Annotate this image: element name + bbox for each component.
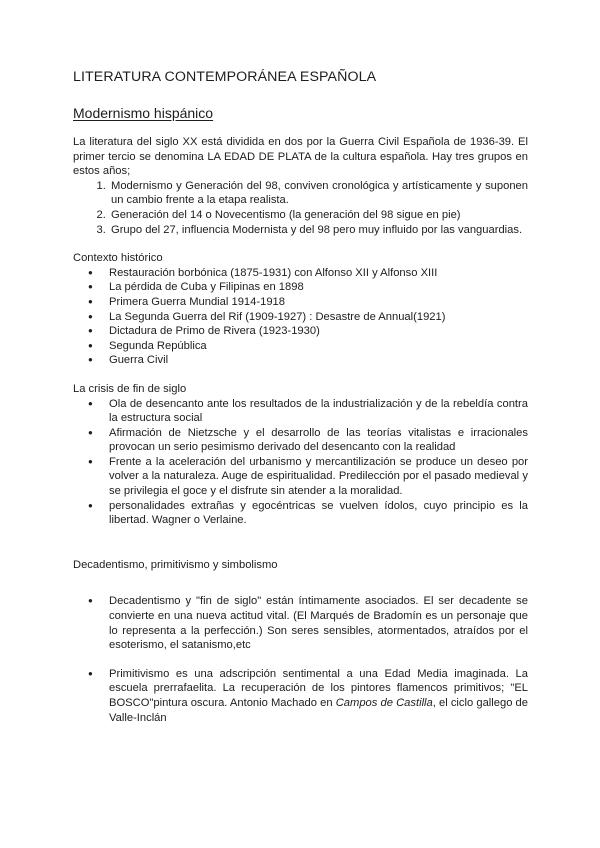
section-title: Modernismo hispánico — [73, 105, 214, 121]
primitivism-text-end: , el ciclo gallego de Valle-Inclán — [109, 697, 528, 724]
list-item: 3. Grupo del 27, influencia Modernista y del 98 pero muy influido por las vanguardias. — [109, 223, 528, 238]
list-item: ● Ola de desencanto ante los resultados de la industrialización y de la rebeldía contra la estructura social — [109, 397, 528, 426]
book-title: Campos de Castilla — [335, 697, 433, 709]
list-item: ● Primera Guerra Mundial 1914-1918 — [109, 295, 528, 310]
crisis-list — [73, 397, 528, 528]
context-heading: Contexto histórico — [73, 252, 163, 265]
crisis-heading: La crisis de fin de siglo — [73, 382, 187, 395]
list-item: ● La Segunda Guerra del Rif (1909-1927) : Desastre de Annual(1921) — [109, 310, 528, 325]
decadentism-heading: Decadentismo, primitivismo y simbolismo — [73, 558, 278, 571]
primitivism-text: Primitivismo es una adscripción sentimental a una Edad Media imaginada. La escuela prerrafaelita. La recuperación de los pintores flamencos primitivos; "EL BOSCO"pintura oscura. Antonio Machado en — [109, 667, 528, 709]
list-item: ● personalidades extrañas y egocéntricas se vuelven ídolos, cuyo principio es la libertad. Wagner o Verlaine. — [109, 499, 528, 528]
list-item: ● Guerra Civil — [109, 353, 528, 368]
list-item: ● La pérdida de Cuba y Filipinas en 1898 — [109, 280, 528, 295]
list-item: ● Restauración borbónica (1875-1931) con Alfonso XII y Alfonso XIII — [109, 266, 528, 281]
list-item: ● Dictadura de Primo de Rivera (1923-1930) — [109, 324, 528, 339]
decadentism-list — [73, 594, 528, 725]
list-item: ● Segunda República — [109, 339, 528, 354]
document-title: LITERATURA CONTEMPORÁNEA ESPAÑOLA — [73, 69, 377, 85]
list-item — [109, 667, 528, 725]
list-item: 1. Modernismo y Generación del 98, conviven cronológica y artísticamente y suponen un cambio frente a la etapa realista. — [109, 179, 528, 208]
groups-list — [73, 179, 528, 237]
intro-paragraph: La literatura del siglo XX está dividida en dos por la Guerra Civil Española de 1936-39. El primer tercio se denomina LA EDAD DE PLATA de la cultura española. Hay tres grupos en estos años; — [73, 136, 528, 178]
list-item: 2. Generación del 14 o Novecentismo (la generación del 98 sigue en pie) — [109, 208, 528, 223]
context-list — [73, 266, 528, 368]
list-item: ● Afirmación de Nietzsche y el desarrollo de las teorías vitalistas e irracionales provocan un serio pesimismo derivado del desencanto con la realidad — [109, 426, 528, 455]
list-item: ● Frente a la aceleración del urbanismo y mercantilización se produce un deseo por volver a la naturaleza. Auge de espiritualidad. Predilección por el pasado medieval y se privilegia el goce y el disfrute sin atender a la moralidad. — [109, 455, 528, 499]
list-item: ● Decadentismo y "fin de siglo" están íntimamente asociados. El ser decadente se convierte en una nueva actitud vital. (El Marqués de Bradomín es un personaje que lo representa a la perfección.) Son seres sensibles, atormentados, atraídos por el esoterismo, el satanismo,etc — [109, 594, 528, 652]
